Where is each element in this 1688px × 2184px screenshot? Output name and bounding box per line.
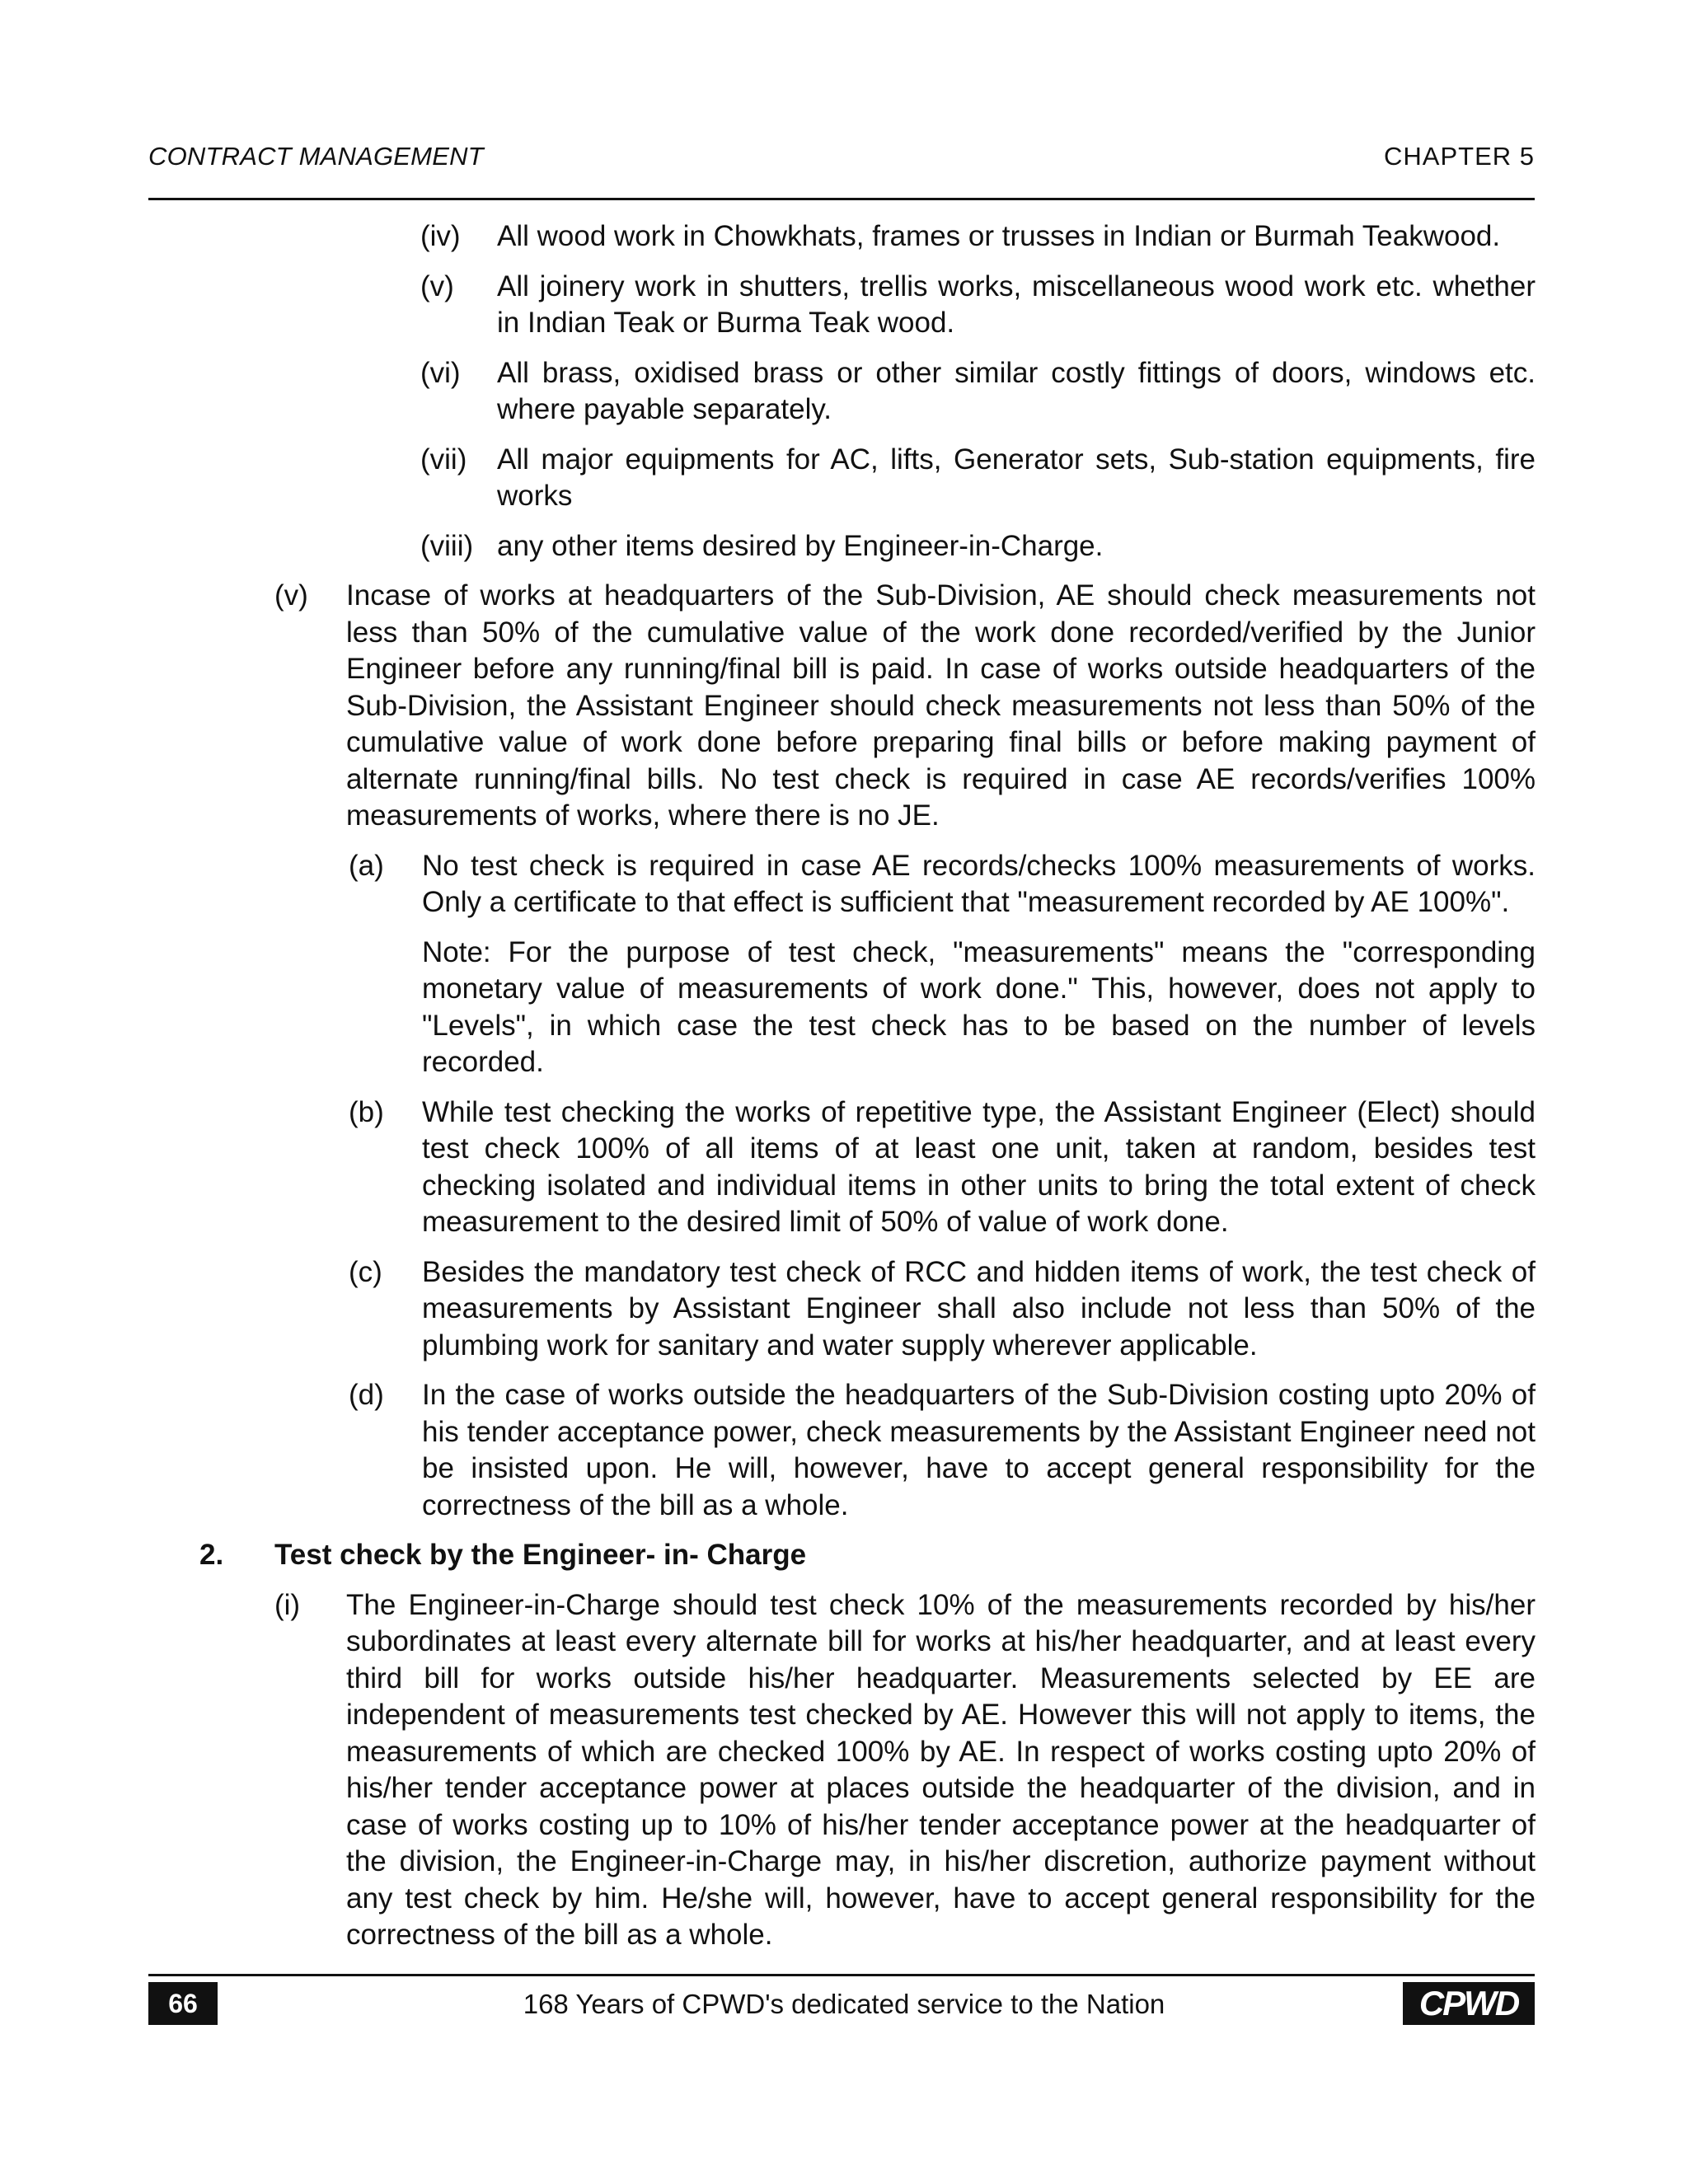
list-item <box>0 442 1688 515</box>
paragraph-text: The Engineer-in-Charge should test check 10% of the measurements recorded by his/her subordinates at least every alternate bill for works at his/her headquarter, and at least every third bill for works outside his/her headquarter. Measurements selected by EE are independent of measurements test checked by AE. However this will not apply to items, the measurements of which are checked 100% by AE. In respect of works costing upto 20% of his/her tender acceptance power at places outside the headquarter of the division, and in case of works costing up to 10% of his/her tender acceptance power at the headquarter of the division, the Engineer-in-Charge may, in his/her discretion, authorize payment without any test check by him. He/she will, however, have to accept general responsibility for the correctness of the bill as a whole. <box>346 1588 1536 1951</box>
paragraph-number: (i) <box>274 1588 301 1621</box>
page-body <box>0 218 1688 1967</box>
page-number: 66 <box>148 1982 218 2025</box>
list-item-number: (vi) <box>420 356 461 389</box>
paragraph-v <box>0 578 1688 835</box>
section-title: Test check by the Engineer- in- Charge <box>274 1539 807 1571</box>
item-letter: (a) <box>349 849 384 882</box>
item-letter: (b) <box>349 1095 384 1128</box>
header-title: CONTRACT MANAGEMENT <box>148 142 484 171</box>
header-chapter: CHAPTER 5 <box>1384 142 1535 171</box>
list-item <box>0 218 1688 255</box>
cpwd-logo: CPWD <box>1403 1982 1535 2025</box>
item-d <box>0 1377 1688 1524</box>
list-item-text: All wood work in Chowkhats, frames or trusses in Indian or Burmah Teakwood. <box>497 220 1501 252</box>
item-letter: (c) <box>349 1255 382 1288</box>
list-item-number: (iv) <box>420 220 461 252</box>
item-text: Besides the mandatory test check of RCC and hidden items of work, the test check of measurements by Assistant Engineer shall also include not less than 50% of the plumbing work for sanitary and water supply wherever applicable. <box>422 1255 1536 1361</box>
list-item <box>0 355 1688 429</box>
item-text: While test checking the works of repetitive type, the Assistant Engineer (Elect) should test check 100% of all items of at least one unit, taken at random, besides test checking isolated and individual items in other units to bring the total extent of check measurement to the desired limit of 50% of value of work done. <box>422 1095 1536 1238</box>
list-item-number: (v) <box>420 269 454 302</box>
paragraph-i <box>0 1587 1688 1954</box>
note-text: Note: For the purpose of test check, "measurements" means the "corresponding monetary value of measurements of work done." This, however, does not apply to "Levels", in which case the test check has to be based on the number of levels recorded. <box>422 935 1536 1078</box>
item-text: No test check is required in case AE records/checks 100% measurements of works. Only a certificate to that effect is sufficient that "measurement recorded by AE 100%". <box>422 849 1536 918</box>
footer-tagline: 168 Years of CPWD's dedicated service to the Nation <box>523 1989 1165 2019</box>
item-b <box>0 1094 1688 1241</box>
list-item-number: (viii) <box>420 529 474 562</box>
item-c <box>0 1254 1688 1365</box>
header-divider <box>148 198 1535 200</box>
section-heading <box>0 1537 1688 1574</box>
list-item <box>0 269 1688 342</box>
list-item-text: All brass, oxidised brass or other similar costly fittings of doors, windows etc. where payable separately. <box>497 356 1536 425</box>
item-a <box>0 848 1688 921</box>
paragraph-number: (v) <box>274 579 308 612</box>
page-header <box>148 142 1535 175</box>
paragraph-text: Incase of works at headquarters of the Sub-Division, AE should check measurements not less than 50% of the cumulative value of the work done recorded/verified by the Junior Engineer before any running/final bill is paid. In case of works outside headquarters of the Sub-Division, the Assistant Engineer should check measurements not less than 50% of the cumulative value of work done before preparing final bills or before making payment of alternate running/final bills. No test check is required in case AE records/verifies 100% measurements of works, where there is no JE. <box>346 579 1536 832</box>
list-item <box>0 528 1688 565</box>
footer-divider <box>148 1974 1535 1976</box>
item-letter: (d) <box>349 1379 384 1411</box>
list-item-number: (vii) <box>420 443 467 476</box>
item-text: In the case of works outside the headquarters of the Sub-Division costing upto 20% of his tender acceptance power, check measurements by the Assistant Engineer need not be insisted upon. He will, however, have to accept general responsibility for the correctness of the bill as a whole. <box>422 1379 1536 1521</box>
section-number: 2. <box>199 1539 224 1571</box>
list-item-text: All major equipments for AC, lifts, Generator sets, Sub-station equipments, fire works <box>497 443 1536 512</box>
list-item-text: any other items desired by Engineer-in-Charge. <box>497 529 1104 562</box>
list-item-text: All joinery work in shutters, trellis works, miscellaneous wood work etc. whether in Indian Teak or Burma Teak wood. <box>497 269 1536 339</box>
